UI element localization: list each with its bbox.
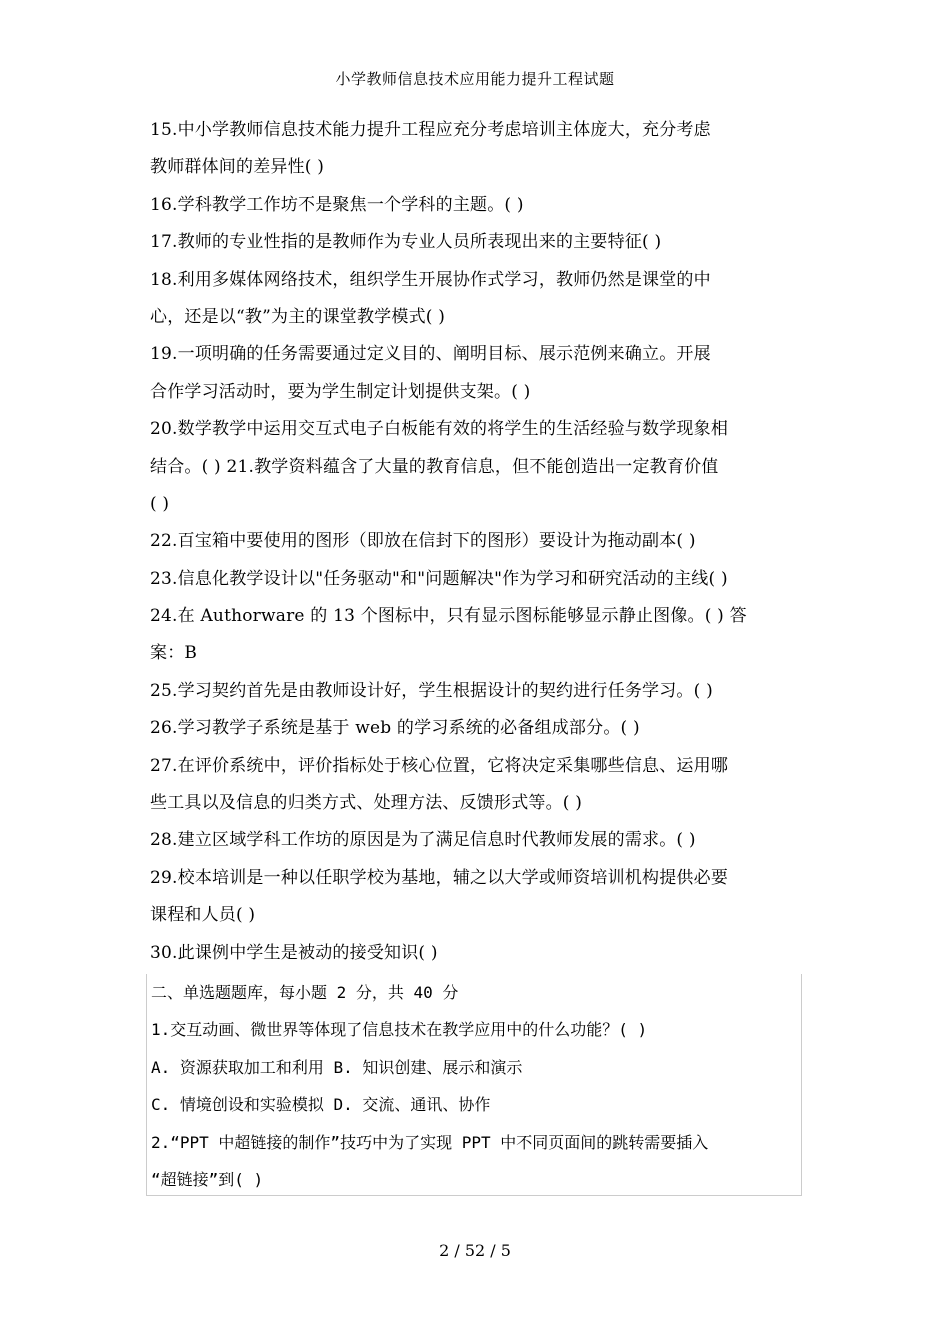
section-line: A. 资源获取加工和利用 B. 知识创建、展示和演示 bbox=[151, 1057, 523, 1077]
question-line: 19.一项明确的任务需要通过定义目的、阐明目标、展示范例来确立。开展 bbox=[150, 344, 711, 365]
question-line: 教师群体间的差异性( ) bbox=[150, 157, 325, 178]
question-line: 心，还是以“教”为主的课堂教学模式( ) bbox=[150, 306, 446, 327]
section-line: 1.交互动画、微世界等体现了信息技术在教学应用中的什么功能？( ) bbox=[151, 1020, 648, 1040]
question-line: 23.信息化教学设计以"任务驱动"和"问题解决"作为学习和研究活动的主线( ) bbox=[150, 568, 728, 589]
question-line: 22.百宝箱中要使用的图形（即放在信封下的图形）要设计为拖动副本( ) bbox=[150, 531, 696, 552]
question-line: 结合。( ) 21.教学资料蕴含了大量的教育信息，但不能创造出一定教育价值 bbox=[150, 456, 719, 477]
question-line: 26.学习教学子系统是基于 web 的学习系统的必备组成部分。( ) bbox=[150, 718, 640, 739]
single-choice-section bbox=[146, 974, 802, 1196]
question-line: 24.在 Authorware 的 13 个图标中，只有显示图标能够显示静止图像。( ) 答 bbox=[150, 606, 747, 627]
question-line: 25.学习契约首先是由教师设计好，学生根据设计的契约进行任务学习。( ) bbox=[150, 680, 713, 701]
question-line: 27.在评价系统中，评价指标处于核心位置，它将决定采集哪些信息、运用哪 bbox=[150, 755, 729, 776]
question-list bbox=[150, 112, 800, 972]
question-line: 些工具以及信息的归类方式、处理方法、反馈形式等。( ) bbox=[150, 793, 583, 814]
question-line: 17.教师的专业性指的是教师作为专业人员所表现出来的主要特征( ) bbox=[150, 232, 662, 253]
section-line: “超链接”到( ) bbox=[151, 1169, 264, 1189]
question-line: 30.此课例中学生是被动的接受知识( ) bbox=[150, 942, 438, 963]
question-line: 20.数学教学中运用交互式电子白板能有效的将学生的生活经验与数学现象相 bbox=[150, 419, 729, 440]
question-line: 合作学习活动时，要为学生制定计划提供支架。( ) bbox=[150, 381, 531, 402]
question-line: 28.建立区域学科工作坊的原因是为了满足信息时代教师发展的需求。( ) bbox=[150, 830, 696, 851]
question-line: 29.校本培训是一种以任职学校为基地，辅之以大学或师资培训机构提供必要 bbox=[150, 867, 729, 888]
section-line: C. 情境创设和实验模拟 D. 交流、通讯、协作 bbox=[151, 1095, 491, 1115]
page-header-title: 小学教师信息技术应用能力提升工程试题 bbox=[335, 70, 615, 88]
page-number: 2 / 52 / 5 bbox=[439, 1241, 511, 1260]
question-line: 课程和人员( ) bbox=[150, 905, 256, 926]
question-line: 15.中小学教师信息技术能力提升工程应充分考虑培训主体庞大，充分考虑 bbox=[150, 120, 711, 140]
question-line: ( ) bbox=[150, 493, 170, 514]
question-line: 18.利用多媒体网络技术，组织学生开展协作式学习，教师仍然是课堂的中 bbox=[150, 269, 711, 290]
section-line: 2.“PPT 中超链接的制作”技巧中为了实现 PPT 中不同页面间的跳转需要插入 bbox=[151, 1132, 709, 1152]
section-heading: 二、单选题题库，每小题 2 分，共 40 分 bbox=[151, 983, 459, 1002]
question-line: 案：B bbox=[150, 643, 198, 664]
question-line: 16.学科教学工作坊不是聚焦一个学科的主题。( ) bbox=[150, 194, 524, 215]
